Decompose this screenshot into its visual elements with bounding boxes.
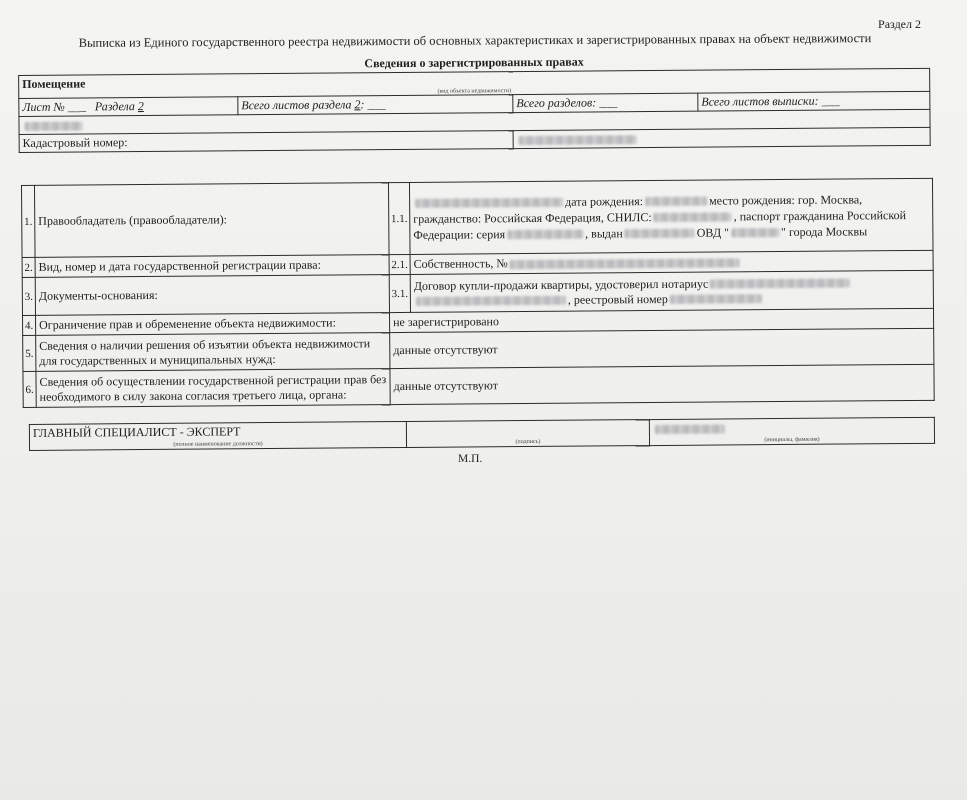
rights-table	[21, 178, 935, 408]
signature-field	[406, 420, 649, 439]
row-1-sub: 1.1.	[388, 182, 410, 254]
row-1-text-0: дата рождения:	[565, 193, 644, 209]
signature-table	[29, 417, 935, 451]
signer-name-cell	[649, 417, 934, 437]
redacted-passport	[507, 230, 583, 240]
position-name: ГЛАВНЫЙ СПЕЦИАЛИСТ - ЭКСПЕРТ	[29, 421, 406, 441]
row-1-label: Правообладатель (правообладатели):	[34, 183, 389, 258]
row-3-value	[410, 270, 933, 312]
signature-caption: (подпись)	[406, 437, 649, 447]
row-1-text-1: место рождения: гор. Москва, гражданство: Российская Федерация, СНИЛС:	[413, 191, 863, 226]
row-2-text-0: Собственность, №	[413, 256, 508, 271]
object-info-table	[18, 51, 931, 153]
position-caption: (полное наименование должности)	[29, 439, 406, 450]
total-sections-cell	[513, 93, 698, 112]
section-number-value: 2	[137, 99, 144, 114]
row-1-value	[409, 178, 933, 254]
name-caption: (инициалы, фамилия)	[649, 435, 934, 446]
redacted-signer-name	[655, 424, 725, 434]
subtitle: Сведения о зарегистрированных правах	[18, 51, 929, 76]
redacted-snils	[654, 213, 732, 223]
total-sections-label: Всего разделов:	[516, 95, 597, 111]
object-type-caption: (вид объекта недвижимости)	[437, 88, 512, 95]
cadastral-label: Кадастровый номер:	[19, 131, 513, 153]
row-3-sub: 3.1.	[389, 274, 410, 312]
row-6-value: данные отсутствуют	[390, 364, 934, 404]
section-label: Раздел 2	[878, 17, 921, 31]
row-6-label: Сведения об осуществлении государственной регистрации прав без необходимого в силу закона согласия третьего лица, органа:	[36, 369, 390, 408]
redacted-notary-date	[416, 296, 566, 306]
redacted-owner-name	[415, 198, 563, 208]
redacted-notary	[710, 279, 850, 289]
row-1-text-2: , паспорт гражданина Российской Федерации: серия	[413, 207, 907, 242]
row-3-label: Документы-основания:	[35, 275, 389, 316]
section-number-label: Раздела	[94, 99, 135, 114]
row-4-label: Ограничение прав и обременение объекта недвижимости:	[36, 313, 390, 336]
redacted-text	[24, 121, 82, 130]
row-3-text-1: , реестровый номер	[567, 291, 668, 307]
redacted-district	[731, 228, 779, 237]
row-2-label: Вид, номер и дата государственной регистрации права:	[35, 255, 389, 278]
row-2-num: 2.	[22, 257, 35, 277]
row-5-value: данные отсутствуют	[390, 328, 934, 368]
cadastral-value-cell	[513, 127, 930, 148]
sheet-number-label: Лист №	[22, 99, 65, 114]
total-sheets-blank: ___	[821, 93, 840, 108]
row-2-sub: 2.1.	[389, 254, 410, 274]
row-6-num: 6.	[23, 371, 36, 407]
stamp-placeholder: М.П.	[458, 453, 483, 465]
row-3-text-0: Договор купли-продажи квартиры, удостоверил нотариус	[413, 276, 709, 293]
row-1-text-3: , выдан	[585, 225, 623, 241]
row-1-num: 1.	[21, 185, 35, 257]
sheet-number-blank: ___	[67, 99, 86, 114]
sheets-in-section-value: 2	[354, 97, 361, 112]
sheets-in-section-label: Всего листов раздела	[241, 97, 352, 113]
row-5-num: 5.	[23, 335, 36, 371]
row-3-num: 3.	[22, 277, 35, 315]
total-sheets-cell	[698, 91, 930, 111]
redacted-registry-number	[670, 294, 762, 304]
row-5-label: Сведения о наличии решения об изъятии объекта недвижимости для государственных и муниципальных нужд:	[36, 333, 390, 372]
redacted-birth-date	[645, 197, 707, 206]
redacted-issuer	[625, 229, 695, 239]
row-1-text-4: ОВД "	[696, 224, 730, 240]
sheets-in-section-suffix: : ___	[360, 97, 386, 112]
total-sheets-label: Всего листов выписки:	[701, 93, 819, 109]
row-1-text-5: " города Москвы	[780, 223, 868, 239]
total-sections-blank: ___	[599, 95, 618, 110]
row-4-value: не зарегистрировано	[389, 308, 933, 332]
sheet-number-cell	[19, 97, 238, 117]
redacted-registration-number	[510, 258, 740, 269]
redacted-cadastral-number	[519, 135, 637, 145]
object-type: Помещение	[22, 76, 86, 91]
row-4-num: 4.	[23, 315, 36, 335]
document-title: Выписка из Единого государственного реестра недвижимости об основных характеристиках и зарегистрированных правах на объект недвижимости	[78, 31, 872, 50]
sheets-in-section-cell	[238, 95, 513, 115]
